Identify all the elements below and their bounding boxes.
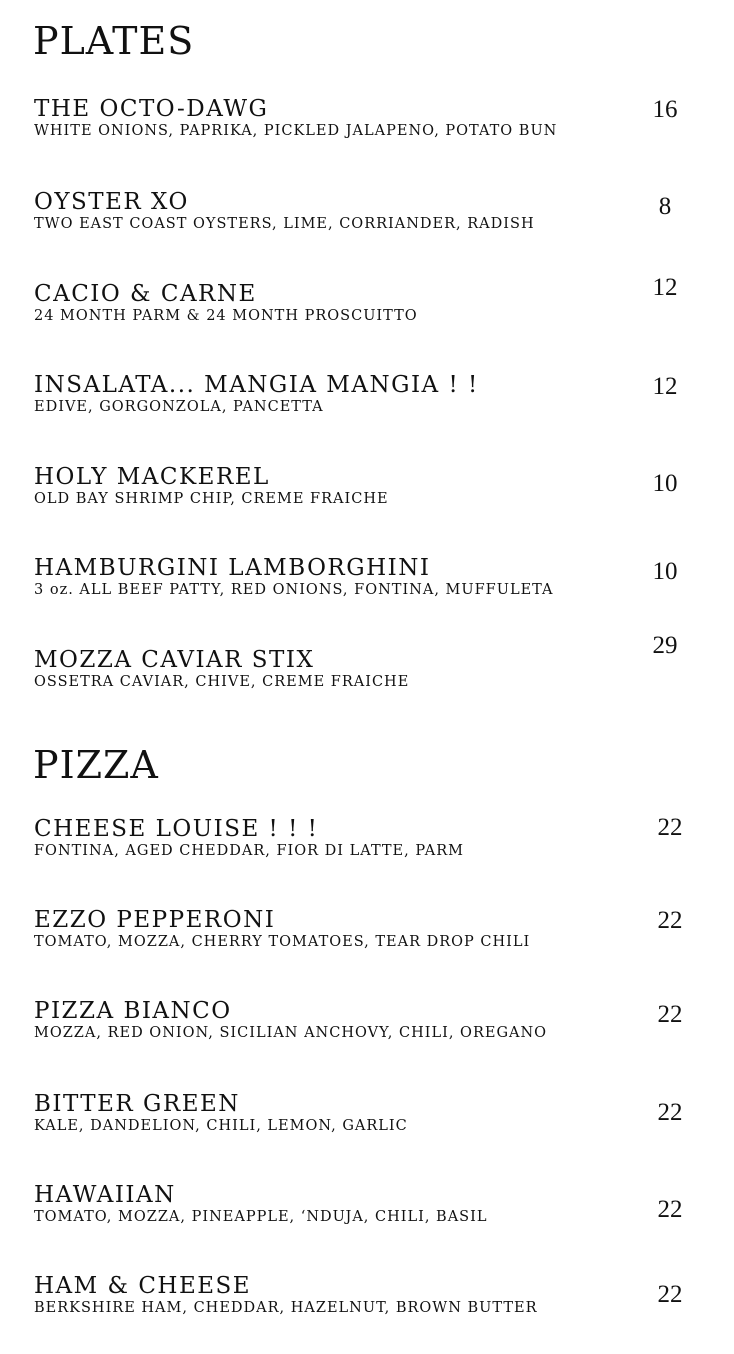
item-description: OSSETRA CAVIAR, CHIVE, CREME FRAICHE [34,674,410,690]
item-price: 22 [657,1281,683,1308]
item-price: 22 [657,1001,683,1028]
item-name: MOZZA CAVIAR STIX [34,647,315,673]
item-description: TOMATO, MOZZA, CHERRY TOMATOES, TEAR DROP CHILI [34,934,531,950]
item-description: TOMATO, MOZZA, PINEAPPLE, ‘NDUJA, CHILI, BASIL [34,1209,488,1225]
item-description: KALE, DANDELION, CHILI, LEMON, GARLIC [34,1118,408,1134]
item-price: 22 [657,1099,683,1126]
menu-item [34,1273,594,1317]
section-title-plates: PLATES [33,19,195,63]
item-name: HOLY MACKEREL [34,464,270,490]
item-description: TWO EAST COAST OYSTERS, LIME, CORRIANDER, RADISH [34,216,535,232]
item-price: 8 [658,193,672,220]
item-name: CHEESE LOUISE ! ! ! [34,816,319,842]
item-price: 10 [652,470,678,497]
item-name: PIZZA BIANCO [34,998,232,1024]
item-description: FONTINA, AGED CHEDDAR, FIOR DI LATTE, PARM [34,843,465,859]
menu-item [34,555,594,599]
menu-item [34,1091,594,1135]
item-price: 29 [652,632,678,659]
item-name: BITTER GREEN [34,1091,240,1117]
item-name: HAWAIIAN [34,1182,176,1208]
item-name: EZZO PEPPERONI [34,907,276,933]
item-name: THE OCTO-DAWG [34,96,269,122]
item-price: 22 [657,1196,683,1223]
item-description: WHITE ONIONS, PAPRIKA, PICKLED JALAPENO, POTATO BUN [34,123,558,139]
item-name: HAMBURGINI LAMBORGHINI [34,555,431,581]
menu-item [34,998,594,1042]
item-price: 10 [652,558,678,585]
menu-item [34,372,594,416]
item-price: 12 [652,274,678,301]
menu-item [34,96,594,140]
item-description: 24 MONTH PARM & 24 MONTH PROSCUITTO [34,308,418,324]
item-price: 22 [657,814,683,841]
item-description: OLD BAY SHRIMP CHIP, CREME FRAICHE [34,491,389,507]
menu-item [34,464,594,508]
menu-item [34,189,594,233]
item-name: CACIO & CARNE [34,281,257,307]
item-description: EDIVE, GORGONZOLA, PANCETTA [34,399,324,415]
menu-item [34,907,594,951]
menu-item [34,816,594,860]
item-price: 22 [657,907,683,934]
item-name: OYSTER XO [34,189,189,215]
menu-item [34,647,594,691]
menu-item [34,1182,594,1226]
item-name: INSALATA... MANGIA MANGIA ! ! [34,372,479,398]
section-title-pizza: PIZZA [33,743,159,787]
item-description: MOZZA, RED ONION, SICILIAN ANCHOVY, CHILI, OREGANO [34,1025,548,1041]
item-name: HAM & CHEESE [34,1273,252,1299]
item-description: 3 oz. ALL BEEF PATTY, RED ONIONS, FONTINA, MUFFULETA [34,582,554,598]
item-price: 16 [652,96,678,123]
item-price: 12 [652,373,678,400]
item-description: BERKSHIRE HAM, CHEDDAR, HAZELNUT, BROWN BUTTER [34,1300,538,1316]
menu-item [34,281,594,325]
